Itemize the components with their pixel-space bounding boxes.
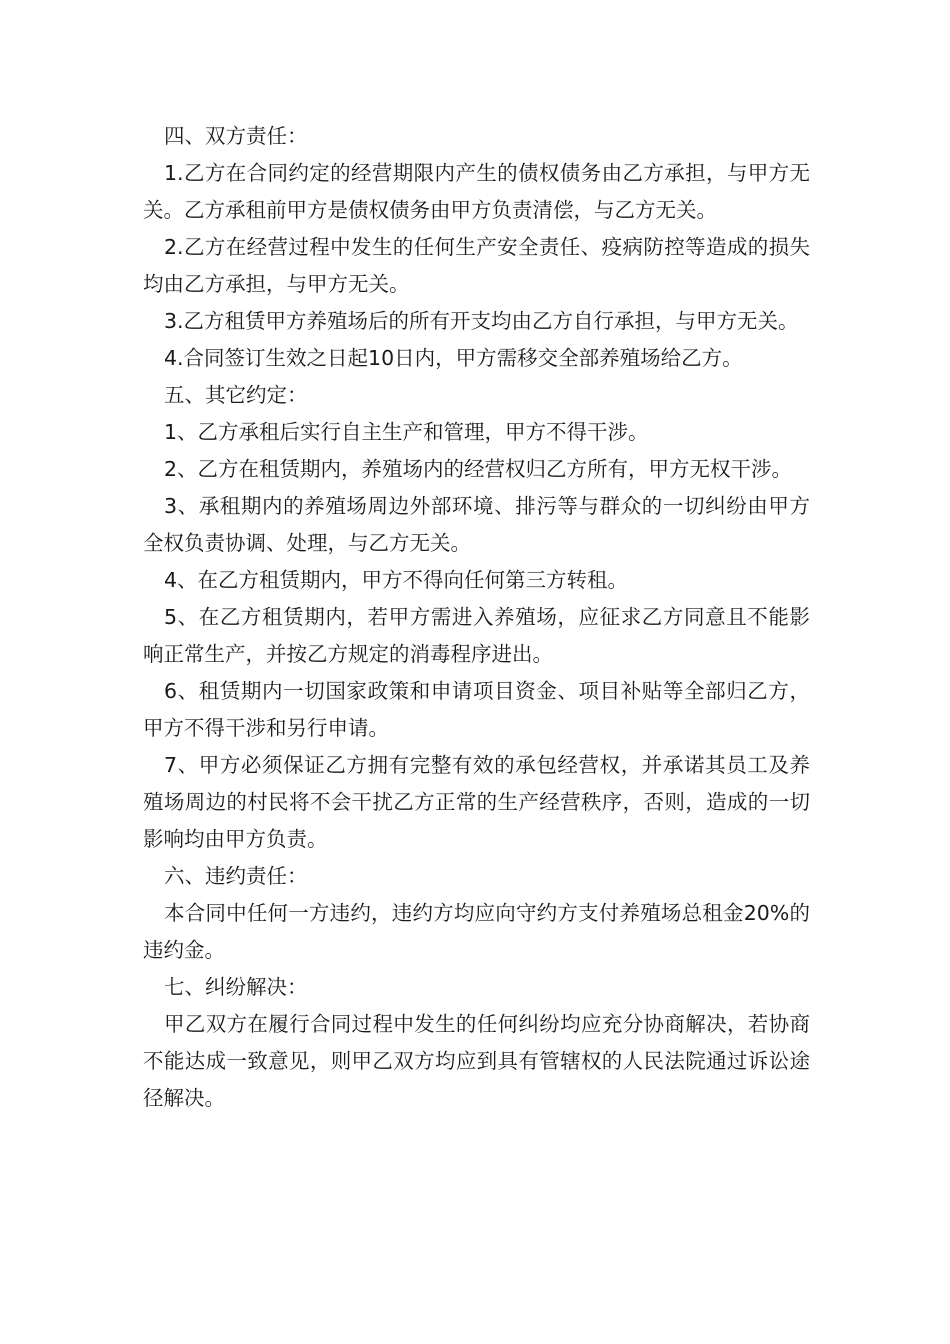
clause-5-5: 5、在乙方租赁期内，若甲方需进入养殖场，应征求乙方同意且不能影响正常生产，并按乙方规定的消毒程序进出。: [143, 605, 810, 666]
clause-5-7: 7、甲方必须保证乙方拥有完整有效的承包经营权，并承诺其员工及养殖场周边的村民将不会干扰乙方正常的生产经营秩序，否则，造成的一切影响均由甲方负责。: [143, 753, 810, 851]
clause-5-1: 1、乙方承租后实行自主生产和管理，甲方不得干涉。: [164, 420, 649, 444]
clause-5-6: 6、租赁期内一切国家政策和申请项目资金、项目补贴等全部归乙方，甲方不得干涉和另行申请。: [143, 679, 810, 740]
clause-7-body: 甲乙双方在履行合同过程中发生的任何纠纷均应充分协商解决，若协商不能达成一致意见，则甲乙双方均应到具有管辖权的人民法院通过诉讼途径解决。: [143, 1012, 810, 1110]
section-heading-7: 七、纠纷解决：: [164, 975, 308, 999]
clause-4-1: 1.乙方在合同约定的经营期限内产生的债权债务由乙方承担，与甲方无关。乙方承租前甲方是债权债务由甲方负责清偿，与乙方无关。: [143, 161, 810, 222]
clause-4-2: 2.乙方在经营过程中发生的任何生产安全责任、疫病防控等造成的损失均由乙方承担，与甲方无关。: [143, 235, 810, 296]
clause-4-3: 3.乙方租赁甲方养殖场后的所有开支均由乙方自行承担，与甲方无关。: [164, 309, 799, 333]
clause-5-4: 4、在乙方租赁期内，甲方不得向任何第三方转租。: [164, 568, 629, 592]
section-heading-6: 六、违约责任：: [164, 864, 308, 888]
section-heading-4: 四、双方责任：: [164, 124, 308, 148]
clause-4-4: 4.合同签订生效之日起10日内，甲方需移交全部养殖场给乙方。: [164, 346, 743, 370]
clause-5-3: 3、承租期内的养殖场周边外部环境、排污等与群众的一切纠纷由甲方全权负责协调、处理，与乙方无关。: [143, 494, 810, 555]
clause-6-body: 本合同中任何一方违约，违约方均应向守约方支付养殖场总租金20%的违约金。: [143, 901, 810, 962]
section-heading-5: 五、其它约定：: [164, 383, 308, 407]
clause-5-2: 2、乙方在租赁期内，养殖场内的经营权归乙方所有，甲方无权干涉。: [164, 457, 793, 481]
document-body: [143, 118, 810, 1117]
